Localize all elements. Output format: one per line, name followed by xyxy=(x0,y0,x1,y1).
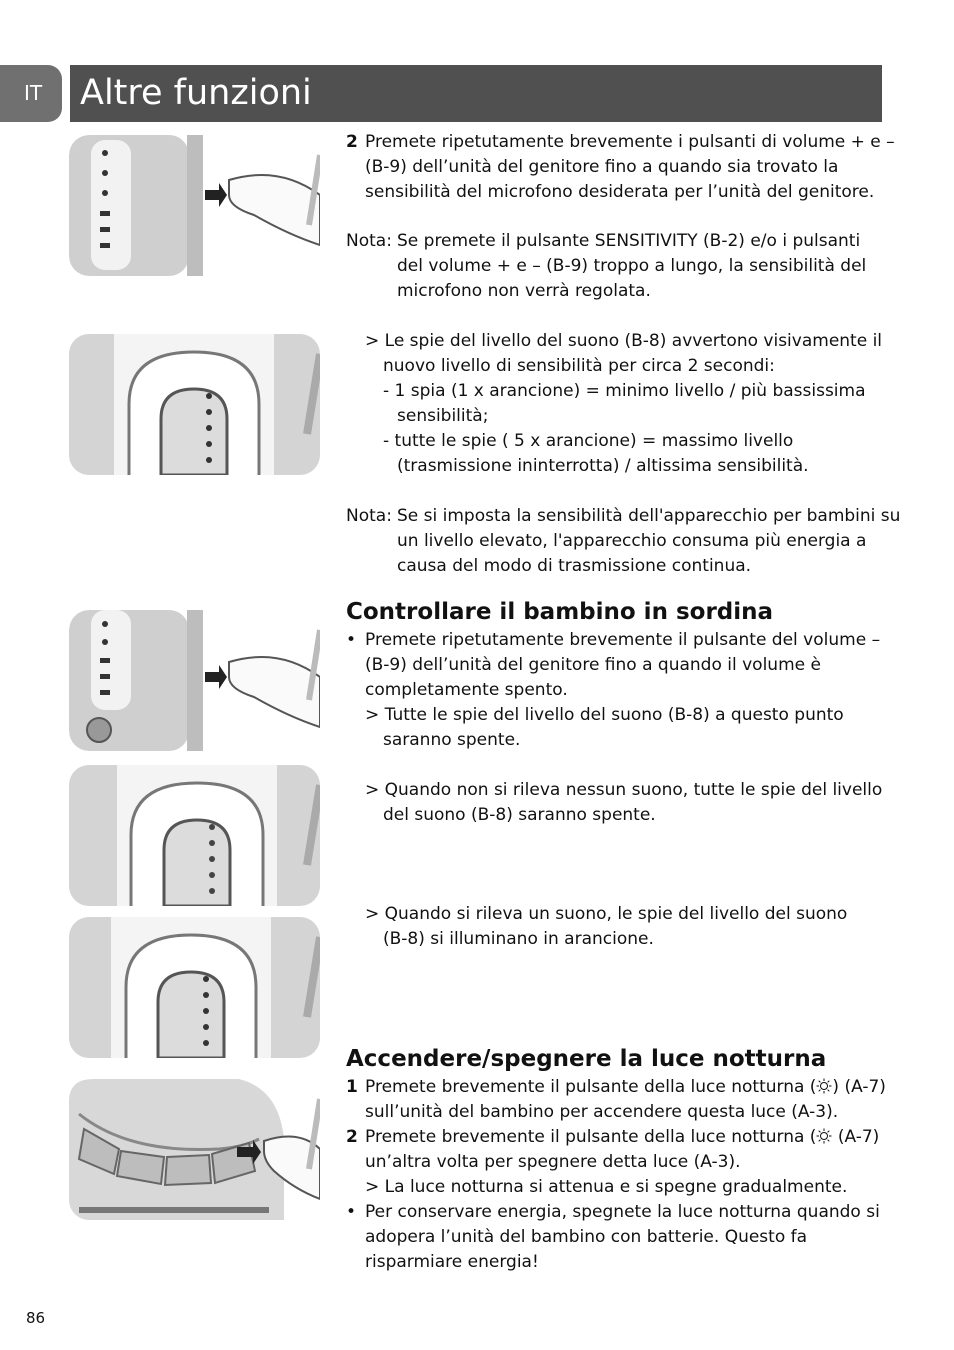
result-line-5: - tutte le spie ( 5 x arancione) = massimo livello xyxy=(383,431,794,451)
result-line-1: > Le spie del livello del suono (B-8) avvertono visivamente il xyxy=(365,331,883,351)
night-step-1-line-2: sull’unità del bambino per accendere questa luce (A-3). xyxy=(365,1102,839,1122)
illustration-parent-unit-volume-down xyxy=(69,610,320,751)
mute-line-1: Premete ripetutamente brevemente il pulsante del volume – xyxy=(365,630,881,650)
note-2-line-1: Se si imposta la sensibilità dell'apparecchio per bambini su xyxy=(397,506,901,526)
language-tab: IT xyxy=(0,65,62,122)
note-1-line-3: microfono non verrà regolata. xyxy=(397,281,651,301)
page-number: 86 xyxy=(26,1309,46,1327)
night-step-2-text-a: Premete brevemente il pulsante della luce notturna ( xyxy=(365,1127,817,1147)
step-2-line-2: (B-9) dell’unità del genitore fino a quando sia trovato la xyxy=(365,157,839,177)
section-heading-night-light: Accendere/spegnere la luce notturna xyxy=(346,1046,827,1072)
night-step-2-line-2: un’altra volta per spegnere detta luce (A-3). xyxy=(365,1152,741,1172)
illustration-sound-level-lights-off xyxy=(69,765,320,906)
night-step-2-text-b: (A-7) xyxy=(832,1127,880,1147)
mute-line-5: saranno spente. xyxy=(383,730,521,750)
page-title: Altre funzioni xyxy=(70,65,882,122)
illustration-sound-level-lights-on xyxy=(69,917,320,1058)
result-line-4: sensibilità; xyxy=(397,406,489,426)
mute-line-3: completamente spento. xyxy=(365,680,568,700)
tip-line-3: risparmiare energia! xyxy=(365,1252,539,1272)
note-2-line-3: causa del modo di trasmissione continua. xyxy=(397,556,752,576)
mute-result-2-line-2: (B-8) si illuminano in arancione. xyxy=(383,929,654,949)
step-2-line-3: sensibilità del microfono desiderata per l’unità del genitore. xyxy=(365,182,875,202)
step-2-line-1: Premete ripetutamente brevemente i pulsanti di volume + e – xyxy=(365,132,895,152)
illustration-parent-unit-volume xyxy=(69,135,320,276)
note-label: Nota: xyxy=(346,506,392,526)
result-line-3: - 1 spia (1 x arancione) = minimo livello / più bassissima xyxy=(383,381,866,401)
mute-line-4: > Tutte le spie del livello del suono (B-8) a questo punto xyxy=(365,705,844,725)
night-step-2-line-1 xyxy=(365,1125,879,1150)
note-1-line-2: del volume + e – (B-9) troppo a lungo, la sensibilità del xyxy=(397,256,867,276)
night-step-2-line-3: > La luce notturna si attenua e si spegne gradualmente. xyxy=(365,1177,848,1197)
note-label: Nota: xyxy=(346,231,392,251)
bullet: • xyxy=(346,1202,357,1222)
result-line-6: (trasmissione ininterrotta) / altissima sensibilità. xyxy=(397,456,809,476)
step-number: 2 xyxy=(346,1127,358,1147)
mute-result-2-line-1: > Quando si rileva un suono, le spie del livello del suono xyxy=(365,904,848,924)
step-number: 1 xyxy=(346,1077,358,1097)
night-step-1-line-1 xyxy=(365,1075,886,1100)
illustration-sound-level-lights-1 xyxy=(69,334,320,475)
night-step-1-text-a: Premete brevemente il pulsante della luce notturna ( xyxy=(365,1077,817,1097)
night-light-icon xyxy=(816,1078,832,1094)
night-step-1-text-b: ) (A-7) xyxy=(832,1077,886,1097)
illustration-baby-unit-night-light xyxy=(69,1079,320,1220)
mute-result-1-line-1: > Quando non si rileva nessun suono, tutte le spie del livello xyxy=(365,780,883,800)
mute-line-2: (B-9) dell’unità del genitore fino a quando il volume è xyxy=(365,655,821,675)
night-light-icon xyxy=(816,1128,832,1144)
bullet: • xyxy=(346,630,357,650)
tip-line-1: Per conservare energia, spegnete la luce notturna quando si xyxy=(365,1202,880,1222)
result-line-2: nuovo livello di sensibilità per circa 2 secondi: xyxy=(383,356,775,376)
note-1-line-1: Se premete il pulsante SENSITIVITY (B-2) e/o i pulsanti xyxy=(397,231,861,251)
step-number: 2 xyxy=(346,132,358,152)
note-2-line-2: un livello elevato, l'apparecchio consuma più energia a xyxy=(397,531,867,551)
section-heading-mute: Controllare il bambino in sordina xyxy=(346,599,774,625)
tip-line-2: adopera l’unità del bambino con batterie. Questo fa xyxy=(365,1227,808,1247)
mute-result-1-line-2: del suono (B-8) saranno spente. xyxy=(383,805,656,825)
